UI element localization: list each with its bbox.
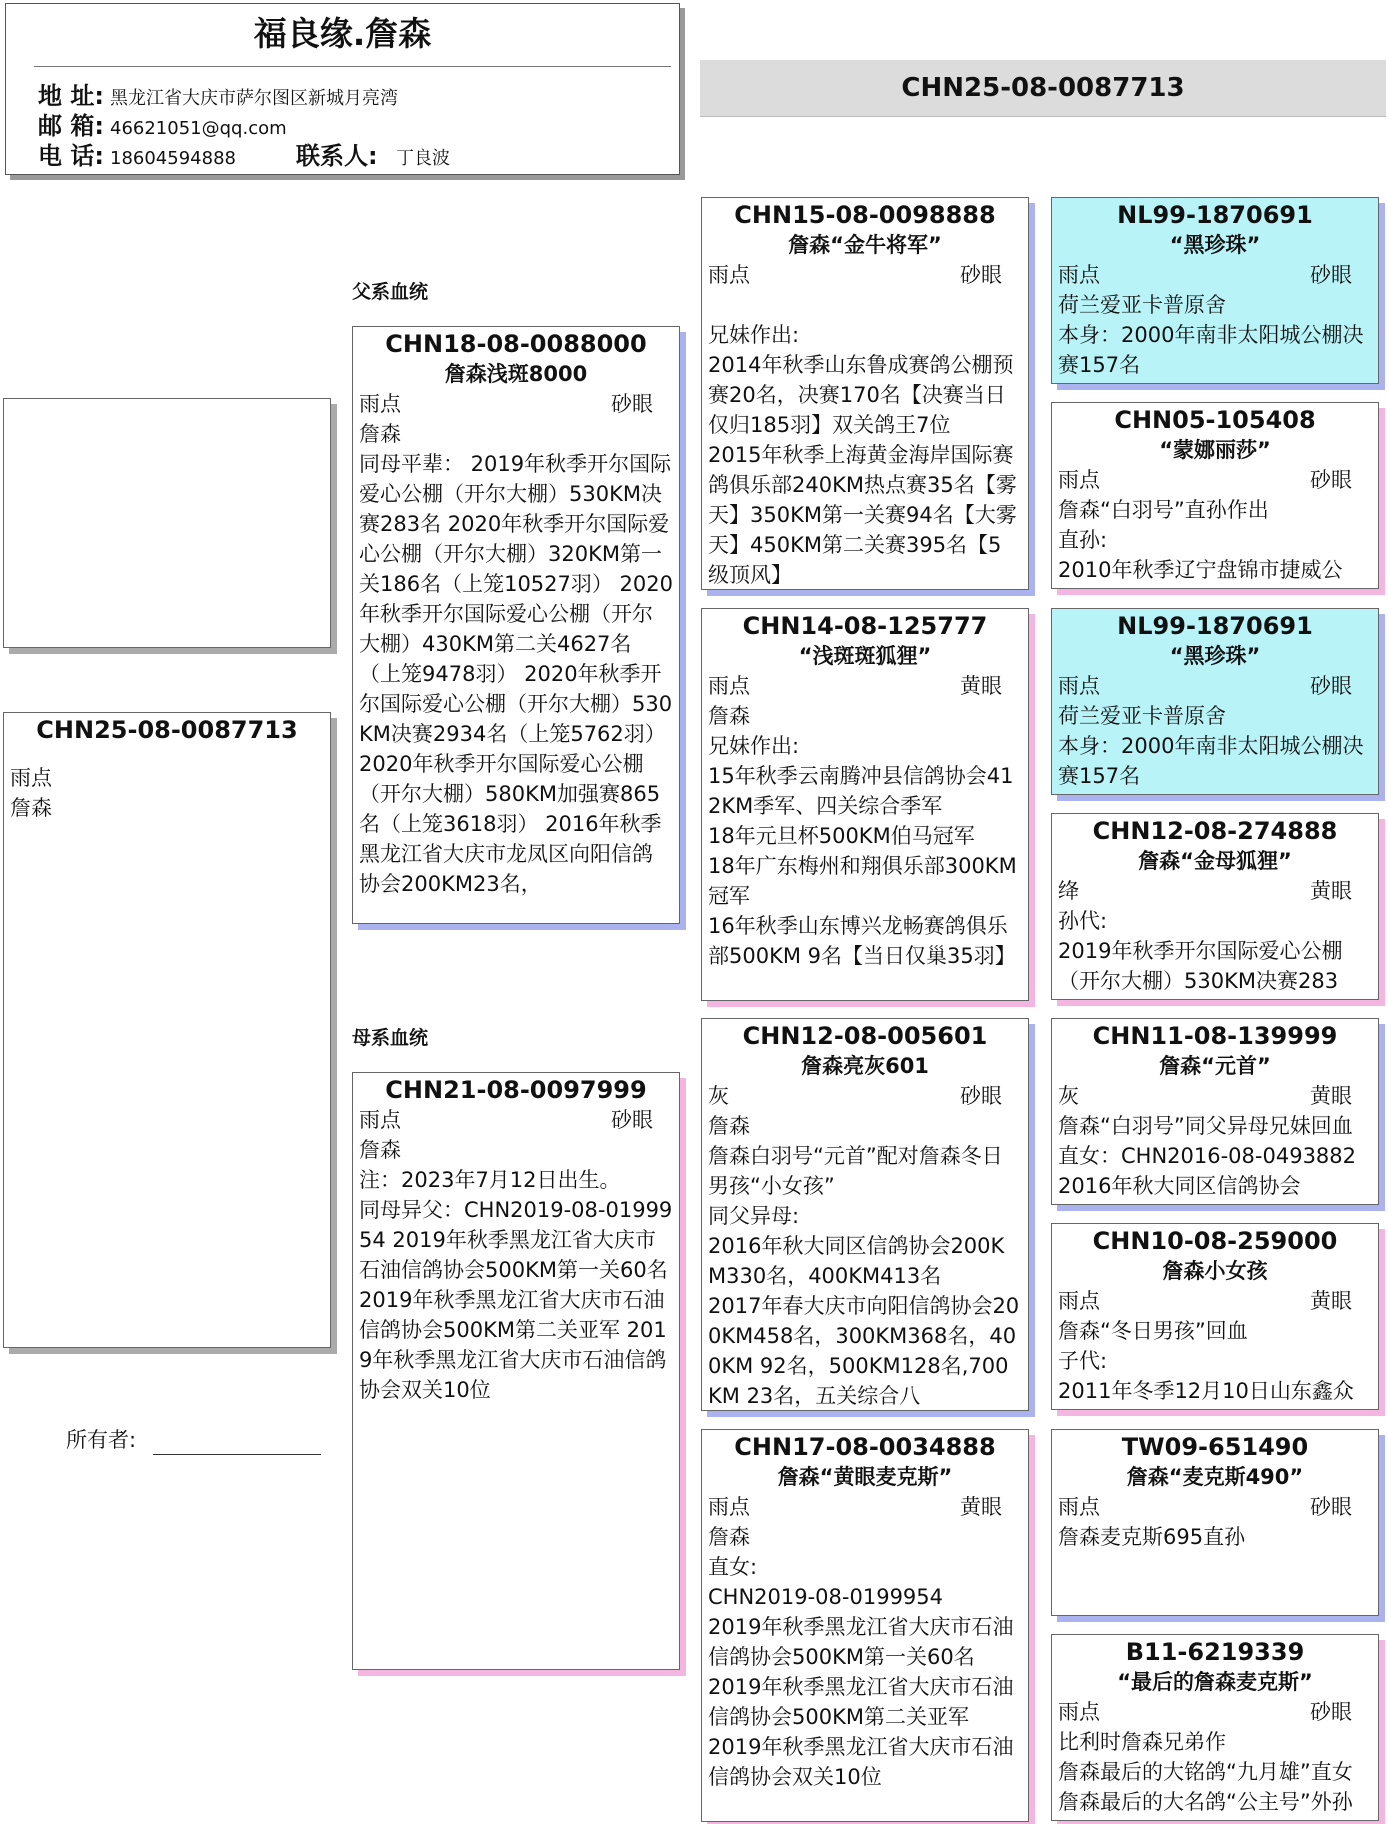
ggp-eye: 黄眼 [1310,1084,1352,1108]
grandparent-notes: 詹森 詹森白羽号“元首”配对詹森冬日男孩“小女孩” 同父异母: 2016年秋大同区信鸽协会200KM330名，400KM413名 2017年春大庆市向阳信鸽协会200KM458名，300KM368名，400KM 92名，500KM128名,700KM 23名，五关综合八 [708,1114,1020,1408]
ggp-notes: 比利时詹森兄弟作 詹森最后的大铭鸽“九月雄”直女 詹森最后的大名鸽“公主号”外孙 [1058,1730,1353,1814]
ggp-color: 雨点 [1058,468,1100,492]
grandparent-color-eye [702,260,1028,290]
ggp-notes: 詹森“冬日男孩”回血 子代: 2011年冬季12月10日山东鑫众 [1058,1319,1354,1403]
grandparent-notes: 詹森 直女: CHN2019-08-0199954 2019年秋季黑龙江省大庆市石油信鸽协会500KM第一关60名 2019年秋季黑龙江省大庆市石油信鸽协会500KM第二关亚军 2019年秋季黑龙江省大庆市石油信鸽协会双关10位 [708,1525,1014,1789]
ggp-name: 詹森“金母狐狸” [1138,849,1292,873]
great-grandparent-card [1051,1018,1379,1205]
great-grandparent-card [1051,1223,1379,1410]
grandparent-eye: 砂眼 [960,263,1002,287]
dam-eye: 砂眼 [611,1108,653,1132]
grandparent-eye: 黄眼 [960,674,1002,698]
sire-name: 詹森浅斑8000 [444,362,588,386]
dam-ring: CHN21-08-0097999 [385,1076,647,1104]
ggp-name: “黑珍珠” [1169,233,1261,257]
dam-card [352,1072,680,1670]
ggp-ring: NL99-1870691 [1117,612,1313,640]
ggp-eye: 黄眼 [1310,879,1352,903]
ggp-ring: B11-6219339 [1125,1638,1305,1666]
ggp-eye: 砂眼 [1310,674,1352,698]
email-value: 46621051@qq.com [110,118,287,139]
ggp-ring: CHN10-08-259000 [1092,1227,1338,1255]
ggp-eye: 砂眼 [1310,1495,1352,1519]
grandparent-name: 詹森“黄眼麦克斯” [777,1465,953,1489]
great-grandparent-card [1051,197,1379,384]
ggp-color: 雨点 [1058,1495,1100,1519]
subject-color: 雨点 [10,766,52,790]
contact-value: 丁良波 [396,148,450,169]
ggp-eye: 砂眼 [1310,468,1352,492]
great-grandparent-card [1051,402,1379,589]
grandparent-color: 雨点 [708,674,750,698]
grandparent-notes: 詹森 兄妹作出: 15年秋季云南腾冲县信鸽协会412KM季军、四关综合季军 18年元旦杯500KM伯马冠军 18年广东梅州和翔俱乐部300KM冠军 16年秋季山东博兴龙畅赛鸽俱乐部500KM 9名【当日仅巢35羽】 [708,704,1017,968]
ggp-color: 雨点 [1058,1289,1100,1313]
address-value: 黑龙江省大庆市萨尔图区新城月亮湾 [110,88,398,109]
ggp-ring: CHN05-105408 [1114,406,1316,434]
address-label: 地 址: [38,82,104,110]
address-row [38,81,398,114]
grandparent-ring: CHN12-08-005601 [742,1022,988,1050]
ggp-color: 雨点 [1058,674,1100,698]
grandparent-color-eye [702,1081,1028,1111]
ggp-color-eye [1052,876,1378,906]
loft-title: 福良缘.詹森 [253,14,432,53]
ggp-color-eye [1052,1697,1378,1727]
ggp-ring: TW09-651490 [1121,1433,1309,1461]
ggp-notes: 荷兰爱亚卡普原舍 本身：2000年南非太阳城公棚决赛157名 [1058,704,1364,788]
ggp-notes: 荷兰爱亚卡普原舍 本身：2000年南非太阳城公棚决赛157名 [1058,293,1364,377]
ggp-color: 雨点 [1058,263,1100,287]
ggp-eye: 黄眼 [1310,1289,1352,1313]
grandparent-ring: CHN15-08-0098888 [734,201,996,229]
owner-field[interactable] [153,1432,321,1455]
grandparent-card [701,1429,1029,1822]
great-grandparent-card [1051,1429,1379,1616]
phone-value: 18604594888 [110,148,236,169]
grandparent-notes: 兄妹作出: 2014年秋季山东鲁成赛鸽公棚预赛20名，决赛170名【决赛当日仅归185羽】双关鸽王7位 2015年秋季上海黄金海岸国际赛鸽俱乐部240KM热点赛35名【雾天】350KM第一关赛94名【大雾天】450KM第二关赛395名【5级顶风】 [708,323,1017,587]
ggp-name: “蒙娜丽莎” [1159,438,1271,462]
sire-line-label: 父系血统 [352,281,429,303]
ggp-color-eye [1052,465,1378,495]
owner-label: 所有者: [66,1428,137,1452]
grandparent-color: 雨点 [708,263,750,287]
grandparent-color: 雨点 [708,1495,750,1519]
dam-color-eye [353,1105,679,1135]
subject-ring: CHN25-08-0087713 [36,716,298,744]
great-grandparent-card [1051,1634,1379,1821]
great-grandparent-card [1051,813,1379,1000]
ggp-notes: 詹森麦克斯695直孙 [1058,1525,1246,1549]
ggp-color-eye [1052,1286,1378,1316]
email-label: 邮 箱: [38,112,104,140]
ggp-color: 灰 [1058,1084,1079,1108]
sire-eye: 砂眼 [611,392,653,416]
subject-card [3,712,331,1348]
ggp-color-eye [1052,260,1378,290]
grandparent-name: 詹森“金牛将军” [788,233,942,257]
email-row [38,111,287,144]
ggp-color: 绛 [1058,879,1079,903]
ggp-name: “最后的詹森麦克斯” [1117,1670,1313,1694]
sire-color: 雨点 [359,392,401,416]
grandparent-card [701,197,1029,590]
grandparent-color: 灰 [708,1084,729,1108]
subject-ring-banner: CHN25-08-0087713 [700,60,1386,117]
sire-ring: CHN18-08-0088000 [385,330,647,358]
grandparent-ring: CHN17-08-0034888 [734,1433,996,1461]
phone-row [38,141,450,174]
grandparent-card [701,1018,1029,1411]
grandparent-color-eye [702,671,1028,701]
breeder-info-box [5,3,680,175]
sire-color-eye [353,389,679,419]
ggp-ring: NL99-1870691 [1117,201,1313,229]
ggp-name: 詹森“麦克斯490” [1126,1465,1304,1489]
owner-line [66,1425,321,1455]
ggp-color-eye [1052,1081,1378,1111]
great-grandparent-card [1051,608,1379,795]
grandparent-card [701,608,1029,1001]
sire-card [352,326,680,924]
ggp-ring: CHN12-08-274888 [1092,817,1338,845]
ggp-name: 詹森小女孩 [1162,1259,1268,1283]
grandparent-name: “浅斑斑狐狸” [798,644,932,668]
dam-color: 雨点 [359,1108,401,1132]
dam-notes: 詹森 注：2023年7月12日出生。 同母异父：CHN2019-08-0199954 2019年秋季黑龙江省大庆市石油信鸽协会500KM第一关60名 2019年秋季黑龙江省大庆市石油信鸽协会500KM第二关亚军 2019年秋季黑龙江省大庆市石油信鸽协会双关10位 [359,1138,673,1402]
sire-notes: 詹森 同母平辈： 2019年秋季开尔国际爱心公棚（开尔大棚）530KM决赛283名 2020年秋季开尔国际爱心公棚（开尔大棚）320KM第一关186名（上笼10527羽） 2020年秋季开尔国际爱心公棚（开尔大棚）430KM第二关4627名（上笼9478羽） 2020年秋季开尔国际爱心公棚（开尔大棚）530KM决赛2934名（上笼5762羽） 2020年秋季开尔国际爱心公棚（开尔大棚）580KM加强赛865名（上笼3618羽） 2016年秋季黑龙江省大庆市龙凤区向阳信鸽协会200KM23名， [359,422,674,896]
ggp-color: 雨点 [1058,1700,1100,1724]
ggp-notes: 詹森“白羽号”同父异母兄妹回血 直女：CHN2016-08-0493882 2016年秋大同区信鸽协会 [1058,1114,1357,1198]
ggp-name: 詹森“元首” [1159,1054,1271,1078]
grandparent-eye: 砂眼 [960,1084,1002,1108]
ggp-notes: 孙代: 2019年秋季开尔国际爱心公棚（开尔大棚）530KM决赛283 [1058,909,1343,993]
ggp-notes: 詹森“白羽号”直孙作出 直孙: 2010年秋季辽宁盘锦市捷威公 [1058,498,1343,582]
phone-label: 电 话: [38,142,104,170]
grandparent-eye: 黄眼 [960,1495,1002,1519]
contact-label: 联系人: [296,142,378,170]
ggp-color-eye [1052,1492,1378,1522]
grandparent-ring: CHN14-08-125777 [742,612,988,640]
grandparent-color-eye [702,1492,1028,1522]
ggp-ring: CHN11-08-139999 [1092,1022,1338,1050]
dam-line-label: 母系血统 [352,1027,429,1049]
ggp-color-eye [1052,671,1378,701]
subject-breeder: 詹森 [10,796,52,820]
ggp-name: “黑珍珠” [1169,644,1261,668]
photo-placeholder [3,398,331,648]
grandparent-name: 詹森亮灰601 [801,1054,929,1078]
ggp-eye: 砂眼 [1310,263,1352,287]
ggp-eye: 砂眼 [1310,1700,1352,1724]
header-divider [34,66,671,67]
